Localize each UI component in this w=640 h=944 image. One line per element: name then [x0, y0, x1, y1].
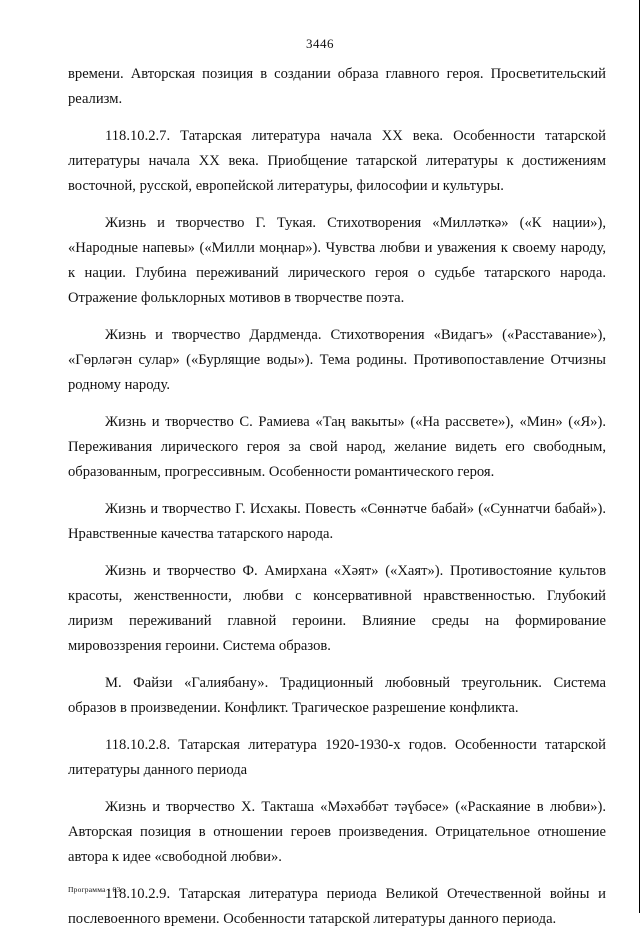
document-body [68, 62, 606, 944]
paragraph-9: 118.10.2.8. Татарская литература 1920-1930-х годов. Особенности татарской литературы данного периода [68, 737, 606, 778]
paragraph-3: Жизнь и творчество Г. Тукая. Стихотворения «Милләткә» («К нации»), «Народные напевы» («Милли моңнар»). Чувства любви и уважения к своему народу, к нации. Глубина переживаний лирического героя о судьбе татарского народа. Отражение фольклорных мотивов в творчестве поэта. [68, 215, 606, 306]
paragraph-7: Жизнь и творчество Ф. Амирхана «Хәят» («Хаят»). Противостояние культов красоты, женственности, любви с консервативной нравственностью. Глубокий лиризм переживаний главной героини. Влияние среды на формирование мировоззрения героини. Система образов. [68, 563, 606, 654]
paragraph-5: Жизнь и творчество С. Рамиева «Таң вакыты» («На рассвете»), «Мин» («Я»). Переживания лирического героя за свой народ, желание видеть его свободным, образованным, прогрессивным. Особенности романтического героя. [68, 414, 606, 480]
paragraph-8: М. Файзи «Галиябану». Традиционный любовный треугольник. Система образов в произведении. Конфликт. Трагическое разрешение конфликта. [68, 675, 606, 716]
paragraph-1: времени. Авторская позиция в создании образа главного героя. Просветительский реализм. [68, 66, 606, 107]
paragraph-6: Жизнь и творчество Г. Исхакы. Повесть «Сөннәтче бабай» («Суннатчи бабай»). Нравственные качества татарского народа. [68, 501, 606, 542]
paragraph-11: 118.10.2.9. Татарская литература периода Великой Отечественной войны и послевоенного времени. Особенности татарской литературы данного периода. [68, 886, 606, 927]
page-number: 3446 [306, 36, 334, 51]
paragraph-4: Жизнь и творчество Дардменда. Стихотворения «Видагъ» («Расставание»), «Гөрләгән сулар» («Бурлящие воды»). Тема родины. Противопоставление Отчизны родному народу. [68, 327, 606, 393]
paragraph-2: 118.10.2.7. Татарская литература начала XX века. Особенности татарской литературы начала XX века. Приобщение татарской литературы к достижениям восточной, русской, европейской литературы, философии и культуры. [68, 128, 606, 194]
paragraph-10: Жизнь и творчество Х. Такташа «Мәхәббәт тәүбәсе» («Раскаяние в любви»). Авторская позиция в отношении героев произведения. Отрицательное отношение автора к идее «свободной любви». [68, 799, 606, 865]
footer-label: Программа - 03 [68, 885, 121, 894]
